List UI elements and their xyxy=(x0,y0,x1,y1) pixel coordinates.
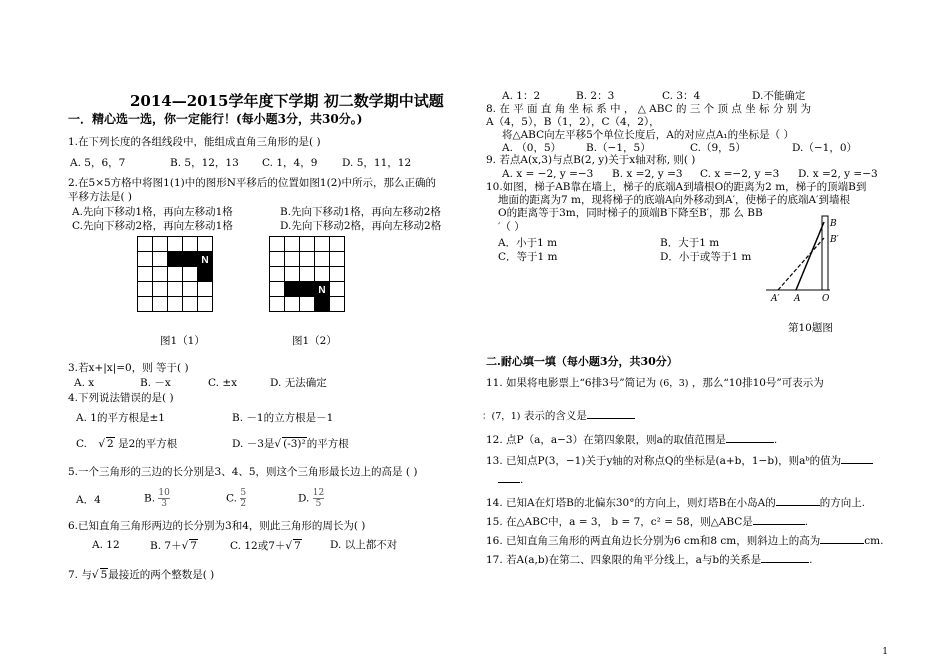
q6-option-a: A. 12 xyxy=(92,539,120,551)
q11-coord1: (6，3) xyxy=(659,378,689,389)
q5-option-c-fraction xyxy=(240,488,246,509)
q4-option-c xyxy=(76,437,177,451)
ladder-moved xyxy=(778,238,824,290)
q5-option-c xyxy=(226,488,246,509)
q3-option-b: B. －x xyxy=(140,377,171,389)
section1-heading: 一．精心选一选，你一定能行！(每小题3分，共30分。) xyxy=(68,112,363,126)
q3-stem: 3.若x+|x|=0，则 等于( ) xyxy=(68,362,189,374)
ladder-original xyxy=(796,222,824,290)
wall xyxy=(822,216,828,290)
shape-n-moved-label: N xyxy=(318,285,326,296)
q5-option-c-label: C. xyxy=(226,492,237,505)
q7-option-c: C. 3：4 xyxy=(662,90,701,102)
q14-text-end: 的方向上. xyxy=(819,497,866,509)
fraction-denominator: 5 xyxy=(315,499,322,509)
q9-option-d: D. x =2, y =−3 xyxy=(798,168,878,180)
q6-option-b xyxy=(150,539,198,553)
q5-option-d-label: D. xyxy=(298,492,310,505)
q1-option-d: D. 5，11，12 xyxy=(342,157,412,169)
q10-line1: 10.如图，梯子AB靠在墙上，梯子的底端A到墙根O的距离为2 m，梯子的顶端B到 xyxy=(486,181,867,193)
period-mark: . xyxy=(809,554,813,566)
fraction-denominator: 3 xyxy=(161,499,167,509)
q10-line2: 地面的距离为7 m，现将梯子的底端A向外移动到A′，使梯子的底端A′到墙根 xyxy=(498,194,850,206)
q2-option-c: C.先向下移动2格，再向左移动1格 xyxy=(72,220,233,232)
q12-text: 12. 点P（a，a−3）在第四象限，则a的取值范围是 xyxy=(486,434,726,446)
q10-option-b: B．大于1 m xyxy=(660,237,720,249)
q12 xyxy=(486,434,777,447)
shape-n-label: N xyxy=(201,255,209,266)
q10-option-a: A．小于1 m xyxy=(498,237,558,249)
q8-option-c: C.（9，5） xyxy=(690,142,746,154)
q7-stem xyxy=(68,568,214,582)
answer-blank[interactable] xyxy=(726,442,774,443)
q11-coord2: ：(7，1) xyxy=(482,411,521,422)
period-mark: . xyxy=(520,474,524,486)
q6-option-d: D. 以上都不对 xyxy=(330,539,398,551)
sqrt-icon: √ xyxy=(91,569,99,581)
q4-option-d-text: 的平方根 xyxy=(306,438,349,450)
q7-stem-prefix: 7. 与 xyxy=(68,569,92,581)
q4-option-a: A. 1的平方根是±1 xyxy=(76,412,165,424)
q8-option-b: B.（−1，5） xyxy=(586,142,651,154)
q3-option-d: D. 无法确定 xyxy=(270,377,327,389)
q4-option-d-prefix: D. －3是 xyxy=(232,438,275,450)
ladder-figure xyxy=(766,212,856,302)
q10-line4: ′（ ） xyxy=(498,221,525,233)
q6-option-c-radicand: 7 xyxy=(294,540,301,552)
answer-blank[interactable] xyxy=(753,524,805,525)
q6-stem: 6.已知直角三角形两边的长分别为3和4，则此三角形的周长为( ) xyxy=(68,520,366,532)
q13 xyxy=(486,455,873,468)
answer-blank[interactable] xyxy=(761,562,809,563)
q9-stem: 9. 若点A(x,3)与点B(2, y)关于x轴对称, 则( ) xyxy=(486,154,696,166)
figure-1-2-caption: 图1（2） xyxy=(292,335,337,347)
q9-option-a: A. x = −2, y =−3 xyxy=(502,168,594,180)
q6-option-b-label: B. 7＋ xyxy=(150,540,182,552)
answer-blank[interactable] xyxy=(841,463,873,464)
q9-option-c: C. x =−2, y =3 xyxy=(700,168,780,180)
figure-10-caption: 第10题图 xyxy=(788,322,833,334)
q2-option-a: A.先向下移动1格，再向左移动1格 xyxy=(72,206,233,218)
q6-option-b-radicand: 7 xyxy=(190,540,197,552)
q7-radicand: 5 xyxy=(100,569,108,581)
q5-option-b-label: B. xyxy=(144,492,156,505)
figure-1-2-grid xyxy=(269,236,349,316)
fraction-numerator: 5 xyxy=(240,488,247,498)
fraction-denominator: 2 xyxy=(240,499,247,509)
q17-text: 17. 若A(a,b)在第二、四象限的角平分线上，a与b的关系是 xyxy=(486,554,762,566)
q5-option-a: A．4 xyxy=(76,494,101,506)
q15 xyxy=(486,516,808,529)
q11-line2 xyxy=(482,410,635,423)
sqrt-icon: √ xyxy=(285,540,293,552)
q7-option-b: B. 2：3 xyxy=(576,90,615,102)
q1-option-c: C. 1，4，9 xyxy=(262,157,318,169)
q5-option-b-fraction xyxy=(158,488,169,509)
q4-option-d xyxy=(232,437,349,451)
q9-option-b: B. x =2, y =3 xyxy=(612,168,683,180)
answer-blank[interactable] xyxy=(587,418,635,419)
q13-text: 13. 已知点P(3，−1)关于y轴的对称点Q的坐标是(a+b，1−b)，则aᵇ的值为 xyxy=(486,455,842,467)
q16 xyxy=(486,535,883,548)
q13-cont xyxy=(498,474,523,487)
answer-blank[interactable] xyxy=(498,482,520,483)
q14-text: 14. 已知A在灯塔B的北偏东30°的方向上，则灯塔B在小岛A的 xyxy=(486,497,776,509)
q4-stem: 4.下列说法错误的是( ) xyxy=(68,392,174,404)
q11-line1 xyxy=(486,377,824,390)
period-mark: . xyxy=(773,434,778,446)
q10-option-c: C．等于1 m xyxy=(498,251,558,263)
q4-option-b: B. －1的立方根是－1 xyxy=(232,412,334,424)
figure-1-1-grid xyxy=(137,236,217,316)
q16-unit: cm. xyxy=(864,535,884,547)
q6-option-c-label: C. 12或7＋ xyxy=(230,540,286,552)
answer-blank[interactable] xyxy=(820,543,864,544)
q7-stem-text: 最接近的两个整数是( ) xyxy=(108,569,215,581)
q8-option-d: D.（−1，0） xyxy=(792,142,858,154)
q5-option-d-fraction xyxy=(313,488,324,509)
section2-heading: 二.耐心填一填（每小题3分，共30分） xyxy=(486,355,678,368)
q14 xyxy=(486,497,865,510)
q5-stem: 5.一个三角形的三边的长分别是3、4、5，则这个三角形最长边上的高是 ( ) xyxy=(68,466,418,478)
q10-line3: O的距离等于3m，同时梯子的顶端B下降至B′，那 么 BB xyxy=(498,207,763,219)
q2-stem: 2.在5×5方格中将图1(1)中的图形N平移后的位置如图1(2)中所示，那么正确的 xyxy=(68,177,436,189)
q3-option-c: C. ±x xyxy=(208,377,238,389)
q1-option-a: A. 5，6，7 xyxy=(70,157,126,169)
q11-text-cont: ，那么“10排10号”可表示为 xyxy=(691,377,824,389)
fraction-numerator: 10 xyxy=(158,488,170,498)
q4-option-c-radicand: 2 xyxy=(107,438,114,450)
page-number: 1 xyxy=(882,647,888,657)
q2-option-b: B.先向下移动1格，再向左移动2格 xyxy=(280,206,441,218)
q8-line1: 8. 在 平 面 直 角 坐 标 系 中 ， △ ABC 的 三 个 顶 点 坐 标 分 别 为 xyxy=(486,103,812,115)
q6-option-c xyxy=(230,539,302,553)
q17 xyxy=(486,554,812,567)
label-a-prime: A′ xyxy=(771,294,780,302)
q5-option-d xyxy=(298,488,324,509)
sqrt-icon: √ xyxy=(98,438,106,450)
q16-text: 16. 已知直角三角形的两直角边长分别为6 cm和8 cm，则斜边上的高为 xyxy=(486,535,821,547)
q3-option-a: A. x xyxy=(74,377,95,389)
q1-option-b: B. 5，12，13 xyxy=(170,157,239,169)
page-title: 2014—2015学年度下学期 初二数学期中试题 xyxy=(130,92,444,110)
period-mark: . xyxy=(804,516,809,528)
label-b-prime: B′ xyxy=(830,235,839,245)
answer-blank[interactable] xyxy=(776,505,820,506)
figure-1-1-caption: 图1（1） xyxy=(160,335,205,347)
label-o: O xyxy=(822,294,830,302)
q11-text2: 表示的含义是 xyxy=(523,410,587,422)
sqrt-icon: √ xyxy=(181,540,189,552)
q15-text: 15. 在△ABC中，a = 3， b = 7，c² = 58，则△ABC是 xyxy=(486,516,753,528)
q1-stem: 1.在下列长度的各组线段中，能组成直角三角形的是( ) xyxy=(68,136,321,148)
q4-option-c-prefix: C. xyxy=(76,438,87,450)
label-a: A xyxy=(794,294,801,302)
q7-option-a: A. 1：2 xyxy=(502,90,541,102)
q11-text: 11. 如果将电影票上“6排3号”简记为 xyxy=(486,377,657,389)
fraction-numerator: 12 xyxy=(312,488,325,498)
sqrt-icon: √ xyxy=(274,438,282,450)
q8-line2: A（4，5），B（1，2），C（4，2）， xyxy=(486,116,660,128)
q2-stem-cont: 平移方法是( ) xyxy=(68,191,133,203)
label-b: B xyxy=(830,219,837,229)
q8-line3: 将△ABC向左平移5个单位长度后，A的对应点A₁的坐标是（ ） xyxy=(502,129,794,141)
q8-option-a: A. （0，5） xyxy=(502,142,562,154)
q10-option-d: D．小于或等于1 m xyxy=(660,251,752,263)
q2-option-d: D.先向下移动2格，再向左移动2格 xyxy=(280,220,442,232)
q4-option-c-text: 是2的平方根 xyxy=(118,438,178,450)
q5-option-b xyxy=(144,488,170,509)
q7-option-d: D.不能确定 xyxy=(752,90,806,102)
q4-option-d-radicand: (-3)² xyxy=(283,438,306,450)
